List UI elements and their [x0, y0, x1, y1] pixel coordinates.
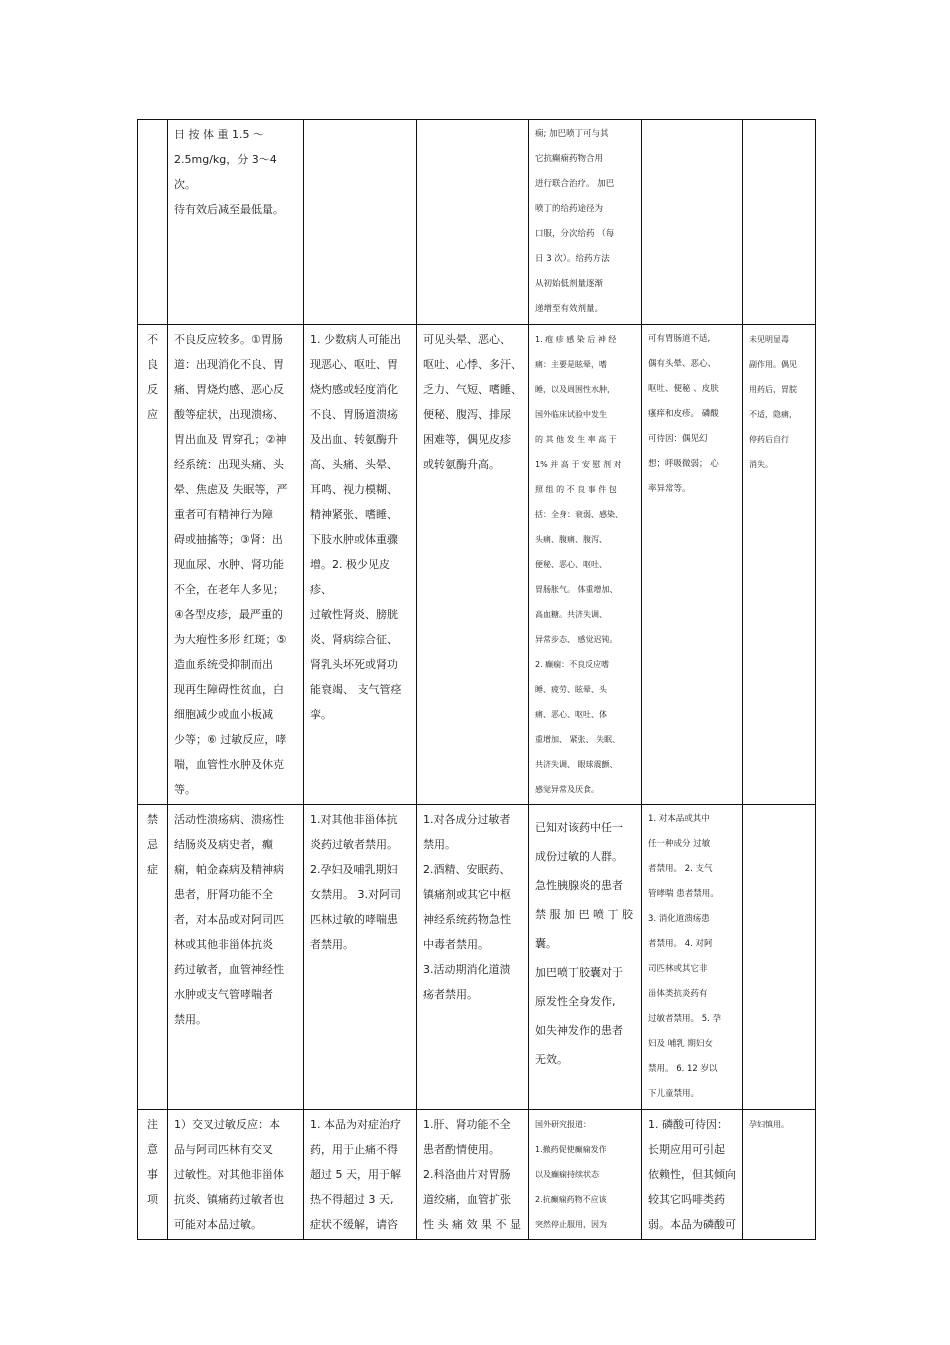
- table-cell: [417, 325, 529, 805]
- table-cell: [304, 325, 417, 805]
- cell-text: 1. 疱 疹 感 染 后 神 经 痛：主要是眩晕，嗜 睡，以及周围性水肿， 国外临床试验中发生 的 其 他 发 生 率 高 于 1% 并 高 于 安 慰 剂 对 照 组 的 不 良 事 件 包 括：全身：衰弱、感染、 头痛、腹痛、腹泻、 便秘、恶心、呕吐、 胃肠胀气。 体重增加、 高血糖。共济失调、 异常步态、 感觉迟钝。 2. 癫痫：不良反应嗜 睡、疲劳、眩晕、头 痛、恶心、呕吐、体 重增加、 紧张、 失眠、 共济失调、 眼球震颤、 感觉异常及厌食。: [535, 335, 623, 794]
- cell-text: [304, 120, 416, 124]
- row-label-char: 注: [147, 1118, 158, 1131]
- cell-text: 已知对该药中任一 成份过敏的人群。 急性胰腺炎的患者 禁 服 加 巴 喷 丁 胶 囊。 加巴喷丁胶囊对于 原发性全身发作, 如失神发作的患者 无效。: [535, 821, 633, 1066]
- table-cell: [642, 120, 743, 325]
- row-label-char: 忌: [147, 838, 158, 851]
- table-cell: [529, 325, 642, 805]
- cell-text: 1）交叉过敏反应：本 品与阿司匹林有交叉 过敏性。对其他非甾体 抗炎、镇痛药过敏者也 可能对本品过敏。: [174, 1118, 284, 1231]
- cell-text: [743, 805, 815, 809]
- row-label: [138, 120, 168, 325]
- cell-text: 国外研究报道： 1.撤药促使癫痫发作 以及癫痫持续状态 2.抗癫痫药物不应该 突然停止服用，因为: [535, 1120, 607, 1229]
- row-label-char: 良: [147, 358, 158, 371]
- table-cell: [168, 325, 304, 805]
- table-cell: [168, 120, 304, 325]
- cell-text: 未见明显毒 副作用。偶见 用药后，胃脘 不适，隐痛， 停药后自行 消失。: [749, 335, 797, 469]
- cell-text: 痫; 加巴喷丁可与其 它抗癫痫药物合用 进行联合治疗。 加巴 喷丁的给药途径为 口服，分次给药 （每 日 3 次）。给药方法 从初始低剂量逐渐 递增至有效剂量。: [535, 129, 615, 314]
- table-cell: [642, 325, 743, 805]
- table-cell: [743, 325, 816, 805]
- table-cell: [417, 1110, 529, 1240]
- cell-text: 日 按 体 重 1.5 ～ 2.5mg/kg，分 3～4次。 待有效后减至最低量。: [174, 128, 284, 216]
- table-cell: [529, 805, 642, 1110]
- row-label-char: 禁: [147, 813, 158, 826]
- cell-text: 1.对其他非甾体抗 炎药过敏者禁用。 2.孕妇及哺乳期妇 女禁用。 3.对阿司 匹林过敏的哮喘患 者禁用。: [310, 813, 401, 951]
- cell-text: 1. 少数病人可能出 现恶心、呕吐、胃 烧灼感或轻度消化 不良、胃肠道溃疡 及出血、转氨酶升 高、头痛、头晕、 耳鸣、视力模糊、 精神紧张、嗜睡、 下肢水肿或体重骤 增。2. 极少见皮疹、 过敏性肾炎、膀胱 炎、肾病综合征、 肾乳头坏死或肾功 能衰竭、 支气管痉 挛。: [310, 333, 402, 721]
- row-label-precautions: [138, 1110, 168, 1240]
- row-label-char: 反: [147, 383, 158, 396]
- table-cell: [168, 805, 304, 1110]
- row-label-char: 应: [147, 408, 158, 421]
- cell-text: 可有胃肠道不适, 偶有头晕、恶心、 呕吐、便秘 、皮肤 瘙痒和皮疹。 磷酸 可待因：偶见幻 想；呼吸微弱； 心 率异常等。: [648, 334, 719, 494]
- cell-text: 1. 本品为对症治疗 药，用于止痛不得 超过 5 天，用于解 热不得超过 3 天, 症状不缓解，请咨: [310, 1118, 401, 1231]
- cell-text: 1. 磷酸可待因： 长期应用可引起 依赖性，但其倾向 较其它吗啡类药 弱。本品为磷酸可: [648, 1118, 736, 1231]
- cell-text: 不良反应较多。①胃肠 道：出现消化不良、胃 痛、胃烧灼感、恶心反 酸等症状，出现溃疡、 胃出血及 胃穿孔；②神 经系统：出现头痛、头 晕、焦虑及 失眠等，严 重者可有精神行为障 碍或抽搐等；③肾：出 现血尿、水肿、肾功能 不全，在老年人多见； ④各型皮疹，最严重的 为大疱性多形 红斑；⑤ 造血系统受抑制而出 现再生障碍性贫血，白 细胞减少或血小板减 少等；⑥ 过敏反应，哮 喘，血管性水肿及休克 等。: [174, 333, 288, 796]
- cell-text: 活动性溃疡病、溃疡性 结肠炎及病史者，癫 痫，帕金森病及精神病 患者，肝肾功能不全 者，对本品或对阿司匹 林或其他非甾体抗炎 药过敏者，血管神经性 水肿或支气管哮喘者 禁用。: [174, 813, 284, 1026]
- row-label-char: 意: [147, 1143, 158, 1156]
- table-cell: [529, 1110, 642, 1240]
- table-row: [138, 805, 816, 1110]
- table-cell: [743, 120, 816, 325]
- table-cell: [304, 1110, 417, 1240]
- row-label-adverse: [138, 325, 168, 805]
- row-label-char: 事: [147, 1168, 158, 1181]
- drug-comparison-table: [137, 119, 816, 1240]
- table-cell: [642, 1110, 743, 1240]
- cell-text: 孕妇慎用。: [749, 1120, 789, 1129]
- table-cell: [168, 1110, 304, 1240]
- table-row: [138, 325, 816, 805]
- cell-text: 1.肝、肾功能不全 患者酌情使用。 2.科洛曲片对胃肠 道绞痛，血管扩张 性 头 痛 效 果 不 显: [423, 1118, 521, 1231]
- table-cell: [304, 805, 417, 1110]
- cell-text: 可见头晕、恶心、 呕吐、心悸、多汗、 乏力、气短、嗜睡、 便秘、腹泻、排尿 困难等，偶见皮疹 或转氨酶升高。: [423, 333, 522, 471]
- table-cell: [642, 805, 743, 1110]
- row-label-contraindications: [138, 805, 168, 1110]
- row-label-char: 项: [147, 1193, 158, 1206]
- cell-text: [642, 120, 742, 124]
- row-label-char: 症: [147, 863, 158, 876]
- table-row: [138, 120, 816, 325]
- table-cell: [304, 120, 417, 325]
- table-cell: [743, 805, 816, 1110]
- table-cell: [529, 120, 642, 325]
- cell-text: [743, 120, 815, 124]
- table-cell: [417, 805, 529, 1110]
- table-row: [138, 1110, 816, 1240]
- cell-text: [417, 120, 528, 124]
- table-cell: [417, 120, 529, 325]
- cell-text: 1. 对本品或其中 任一种成分 过敏 者禁用。 2. 支气 管哮喘 患者禁用。 3. 消化道溃疡患 者禁用。 4. 对阿 司匹林或其它非 甾体类抗炎药有 过敏者禁用。 5. 孕 妇及 哺乳 期妇女 禁用。 6. 12 岁以 下儿童禁用。: [648, 814, 722, 1099]
- row-label-char: 不: [147, 333, 158, 346]
- table-cell: [743, 1110, 816, 1240]
- cell-text: 1.对各成分过敏者 禁用。 2.酒精、安眠药、 镇痛剂或其它中枢 神经系统药物急性 中毒者禁用。 3.活动期消化道溃 疡者禁用。: [423, 813, 511, 1001]
